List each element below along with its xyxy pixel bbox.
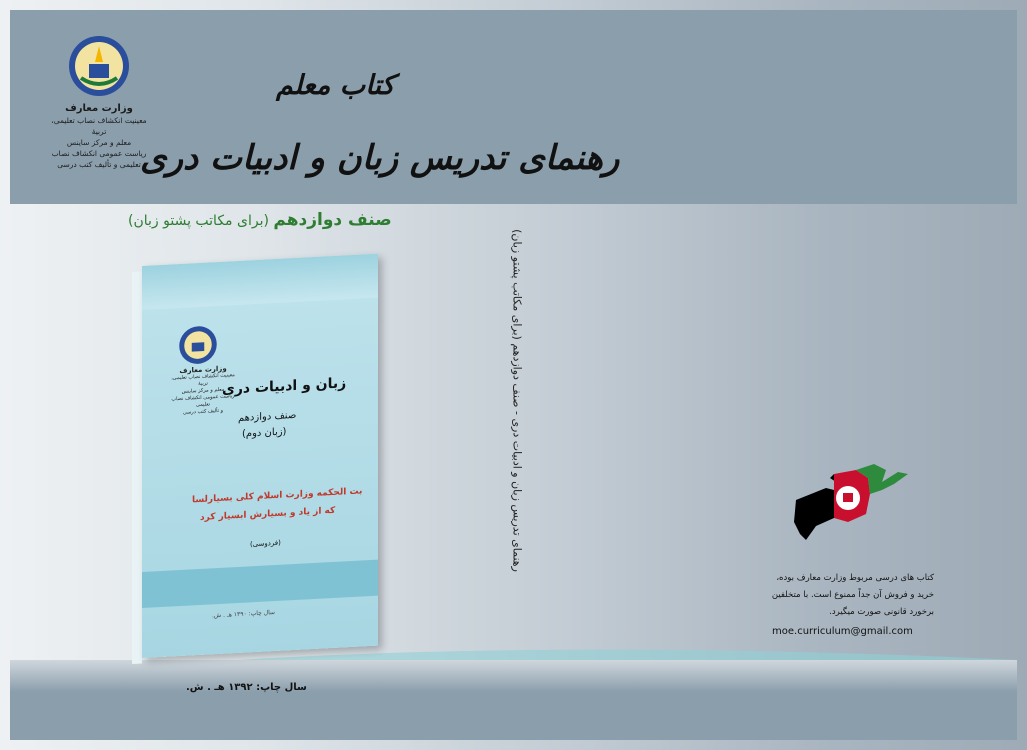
book-subtitle: (زبان دوم) [242, 426, 287, 440]
afghanistan-flag-map-icon [786, 460, 916, 560]
contact-email: moe.curriculum@gmail.com [772, 626, 913, 637]
book-slogan: که از یاد و بسیارش ابسیار کرد [200, 505, 336, 523]
publisher-line: معلم و مرکز ساینس [66, 138, 132, 147]
book-publisher-name: وزارت معارف [179, 364, 227, 376]
book-publisher-line: معینیت انکشاف نصاب تعلیمی، تربیهٔ [171, 372, 235, 388]
publisher-name: وزارت معارف [65, 103, 133, 114]
notice-line: کتاب های درسی مربوط وزارت معارف بوده، [776, 573, 934, 583]
publisher-line: معینیت انکشاف نصاب تعلیمی، تربیهٔ [51, 116, 147, 136]
book-image [132, 266, 382, 662]
notice-line: خرید و فروش آن جداً ممنوع است. با متخلفین [771, 590, 934, 600]
book-title: زبان و ادبیات دری [222, 375, 347, 398]
grade-note: (برای مکاتب پشتو زبان) [128, 213, 269, 229]
ministry-emblem-icon [178, 324, 218, 366]
spine-label [508, 228, 526, 578]
bottom-band [10, 660, 1017, 740]
cover-kicker: کتاب معلم [276, 70, 395, 101]
book-year: سال چاپ: ۱۳۹۰ هـ . ش. [212, 609, 275, 620]
book-ornament [142, 254, 378, 310]
publisher-block [44, 34, 154, 170]
notice-line: برخورد قانونی صورت میگیرد. [829, 607, 934, 617]
print-year: سال چاپ: ۱۳۹۲ هـ . ش. [186, 682, 307, 693]
spine-text: رهنمای تدریس زبان و ادبیات دری - صنف دوازدهم (برای مکاتب پشتو زبان) [510, 229, 524, 572]
book-publisher-line: معلم و مرکز ساینس [181, 386, 225, 395]
book-publisher-line: ریاست عمومی انکشاف نصاب تعلیمی [171, 393, 235, 409]
publisher-line: تعلیمی و تألیف کتب درسی [57, 160, 141, 169]
cover-title: رهنمای تدریس زبان و ادبیات دری [140, 138, 620, 178]
grade-label: صنف دوازدهم [273, 210, 392, 230]
grade-line [128, 210, 392, 230]
book-attribution: (فردوسی) [250, 538, 281, 549]
book-front [142, 254, 378, 658]
copyright-notice [738, 570, 934, 621]
book-grade: صنف دوازدهم [238, 409, 297, 424]
book-spine [132, 271, 142, 664]
book-publisher-line: و تألیف کتب درسی [182, 407, 224, 416]
book-slogan: بت الحکمه وزارت اسلام کلی بسیارلسا [192, 486, 363, 506]
ministry-emblem-icon [67, 34, 131, 98]
publisher-line: ریاست عمومی انکشاف نصاب [51, 149, 147, 158]
book-band [142, 560, 378, 608]
